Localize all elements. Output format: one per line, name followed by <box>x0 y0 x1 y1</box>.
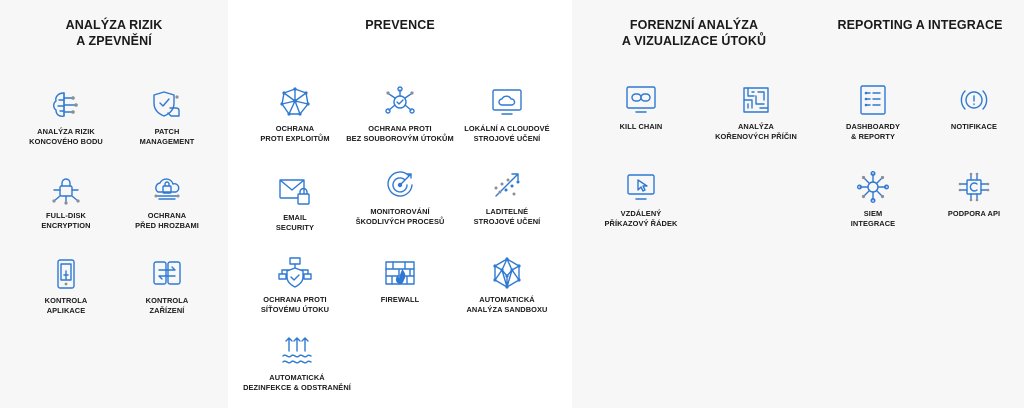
column-reporting <box>816 0 1024 408</box>
device-arrows-icon <box>150 257 184 291</box>
lock-network-icon <box>49 172 83 206</box>
feature-patch-management <box>102 88 232 147</box>
feature-tunable-ml <box>442 168 572 227</box>
feature-auto-disinfection <box>232 334 362 393</box>
column-forensics <box>572 0 816 408</box>
feature-label: PODPORA API <box>947 209 1001 218</box>
sphere-network-icon <box>490 256 524 290</box>
remote-cursor-icon <box>624 170 658 204</box>
feature-label: KONTROLA APLIKACE <box>44 296 88 315</box>
network-mesh-icon <box>278 85 312 119</box>
column-title: ANALÝZA RIZIK A ZPEVNĚNÍ <box>65 18 163 48</box>
dashboard-icon <box>856 83 890 117</box>
hub-nodes-icon <box>383 85 417 119</box>
feature-label: ANALÝZA RIZIK KONCOVÉHO BODU <box>29 127 103 146</box>
api-chip-icon <box>957 170 991 204</box>
maze-icon <box>739 83 773 117</box>
arrows-up-icon <box>280 334 314 368</box>
feature-label: SIEM INTEGRACE <box>850 209 896 228</box>
cloud-lock-icon <box>150 172 184 206</box>
chain-screen-icon <box>624 83 658 117</box>
network-shield-icon <box>278 256 312 290</box>
feature-root-cause-analysis <box>691 83 821 142</box>
feature-device-control <box>102 257 232 316</box>
feature-label: ANALÝZA KOŘENOVÝCH PŘÍČIN <box>715 122 797 141</box>
feature-label: MONITOROVÁNÍ ŠKODLIVÝCH PROCESŮ <box>355 207 445 226</box>
column-title: FORENZNÍ ANALÝZA A VIZUALIZACE ÚTOKŮ <box>621 18 767 48</box>
feature-label: VZDÁLENÝ PŘÍKAZOVÝ ŘÁDEK <box>604 209 678 228</box>
notification-icon <box>957 83 991 117</box>
feature-label: KILL CHAIN <box>619 122 663 131</box>
column-title: PREVENCE <box>365 18 435 32</box>
siem-wheel-icon <box>856 170 890 204</box>
feature-label: OCHRANA PŘED HROZBAMI <box>135 211 199 230</box>
feature-label: OCHRANA PROTI BEZ SOUBOROVÝM ÚTOKŮM <box>346 124 454 143</box>
column-risk-analysis <box>0 0 228 408</box>
brain-circuit-icon <box>49 88 83 122</box>
feature-label: PATCH MANAGEMENT <box>139 127 195 146</box>
shield-hand-icon <box>150 88 184 122</box>
cloud-monitor-icon <box>490 85 524 119</box>
feature-label: DASHBOARDY & REPORTY <box>846 122 900 141</box>
feature-local-cloud-ml <box>442 85 572 144</box>
radar-target-icon <box>383 168 417 202</box>
feature-notifications <box>909 83 1024 132</box>
feature-label: OCHRANA PROTI EXPLOITŮM <box>260 124 330 143</box>
phone-touch-icon <box>49 257 83 291</box>
feature-api-support <box>909 170 1024 219</box>
column-prevention <box>228 0 572 408</box>
feature-label: NOTIFIKACE <box>950 122 998 131</box>
feature-label: FULL-DISK ENCRYPTION <box>41 211 91 230</box>
feature-label: OCHRANA PROTI SÍŤOVÉMU ÚTOKU <box>260 295 330 314</box>
feature-label: AUTOMATICKÁ ANALÝZA SANDBOXU <box>466 295 548 314</box>
feature-remote-shell <box>576 170 706 229</box>
feature-sandbox-analysis <box>442 256 572 315</box>
feature-kill-chain <box>576 83 706 132</box>
feature-label: FIREWALL <box>380 295 420 304</box>
feature-label: EMAIL SECURITY <box>275 213 315 232</box>
feature-threat-protection <box>102 172 232 231</box>
feature-label: KONTROLA ZAŘÍZENÍ <box>145 296 189 315</box>
column-title: REPORTING A INTEGRACE <box>837 18 1003 32</box>
feature-label: AUTOMATICKÁ DEZINFEKCE & ODSTRANĚNÍ <box>243 373 351 392</box>
dots-arrow-icon <box>490 168 524 202</box>
envelope-lock-icon <box>278 174 312 208</box>
feature-label: LADITELNÉ STROJOVÉ UČENÍ <box>473 207 541 226</box>
firewall-icon <box>383 256 417 290</box>
feature-label: LOKÁLNÍ A CLOUDOVÉ STROJOVÉ UČENÍ <box>464 124 550 143</box>
